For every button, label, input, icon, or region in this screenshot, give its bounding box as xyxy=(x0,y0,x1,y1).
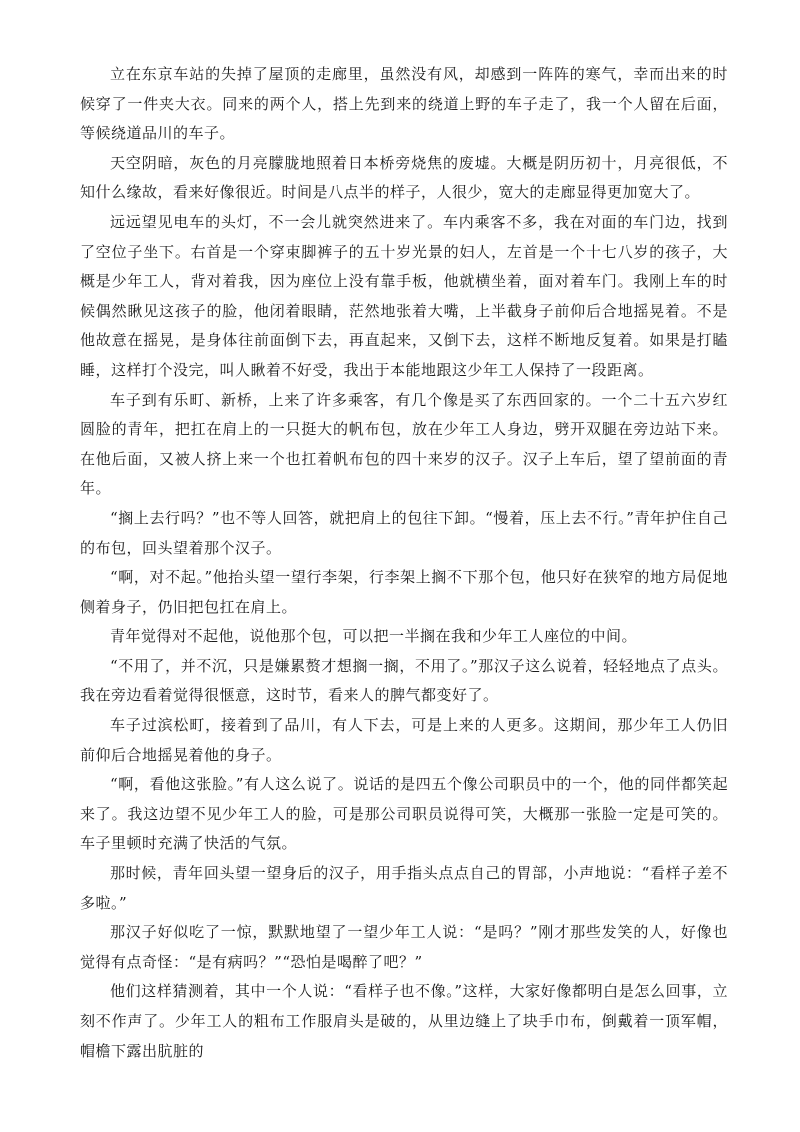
paragraph: “搁上去行吗？”也不等人回答，就把肩上的包往下卸。“慢着，压上去不行。”青年护住自己的布包，回头望着那个汉子。 xyxy=(80,508,728,557)
paragraph: 天空阴暗，灰色的月亮朦胧地照着日本桥旁烧焦的废墟。大概是阴历初十，月亮很低，不知什么缘故，看来好像很近。时间是八点半的样子，人很少，宽大的走廊显得更加宽大了。 xyxy=(80,153,728,202)
paragraph: 立在东京车站的失掉了屋顶的走廊里，虽然没有风，却感到一阵阵的寒气，幸而出来的时候穿了一件夹大衣。同来的两个人，搭上先到来的绕道上野的车子走了，我一个人留在后面，等候绕道品川的车子。 xyxy=(80,65,728,143)
paragraph: 那时候，青年回头望一望身后的汉子，用手指头点点自己的胃部，小声地说：“看样子差不多啦。” xyxy=(80,864,728,912)
paragraph: 车子过滨松町，接着到了品川，有人下去，可是上来的人更多。这期间，那少年工人仍旧前仰后合地摇晃着他的身子。 xyxy=(80,716,728,764)
paragraph: 他们这样猜测着，其中一个人说：“看样子也不像。”这样，大家好像都明白是怎么回事，立刻不作声了。少年工人的粗布工作服肩头是破的，从里边缝上了块手巾布，倒戴着一顶军帽，帽檐下露出肮脏的 xyxy=(80,982,728,1060)
article-body xyxy=(80,60,728,1066)
paragraph: “啊，对不起。”他抬头望一望行李架，行李架上搁不下那个包，他只好在狭窄的地方局促地侧着身子，仍旧把包扛在肩上。 xyxy=(80,568,728,616)
paragraph: “不用了，并不沉，只是嫌累赘才想搁一搁，不用了。”那汉子这么说着，轻轻地点了点头。我在旁边看着觉得很惬意，这时节，看来人的脾气都变好了。 xyxy=(80,656,728,705)
paragraph: “啊，看他这张脸。”有人这么说了。说话的是四五个像公司职员中的一个，他的同伴都笑起来了。我这边望不见少年工人的脸，可是那公司职员说得可笑，大概那一张脸一定是可笑的。车子里顿时充满了快活的气氛。 xyxy=(80,775,728,853)
paragraph: 青年觉得对不起他，说他那个包，可以把一半搁在我和少年工人座位的中间。 xyxy=(110,627,638,646)
paragraph: 远远望见电车的头灯，不一会儿就突然进来了。车内乘客不多，我在对面的车门边，找到了空位子坐下。右首是一个穿束脚裤子的五十岁光景的妇人，左首是一个十七八岁的孩子，大概是少年工人，背对着我，因为座位上没有靠手板，他就横坐着，面对着车门。我刚上车的时候偶然瞅见这孩子的脸，他闭着眼睛，茫然地张着大嘴，上半截身子前仰后合地摇晃着。不是他故意在摇晃，是身体往前面倒下去，再直起来，又倒下去，这样不断地反复着。如果是打瞌睡，这样打个没完，叫人瞅着不好受，我出于本能地跟这少年工人保持了一段距离。 xyxy=(80,212,728,379)
paragraph: 车子到有乐町、新桥，上来了许多乘客，有几个像是买了东西回家的。一个二十五六岁红圆脸的青年，把扛在肩上的一只挺大的帆布包，放在少年工人身边，劈开双腿在旁边站下来。在他后面，又被人挤上来一个也扛着帆布包的四十来岁的汉子。汉子上车后，望了望前面的青年。 xyxy=(80,390,728,498)
paragraph: 那汉子好似吃了一惊，默默地望了一望少年工人说：“是吗？”刚才那些发笑的人，好像也觉得有点奇怪：“是有病吗？”“恐怕是喝醉了吧？” xyxy=(80,923,728,971)
